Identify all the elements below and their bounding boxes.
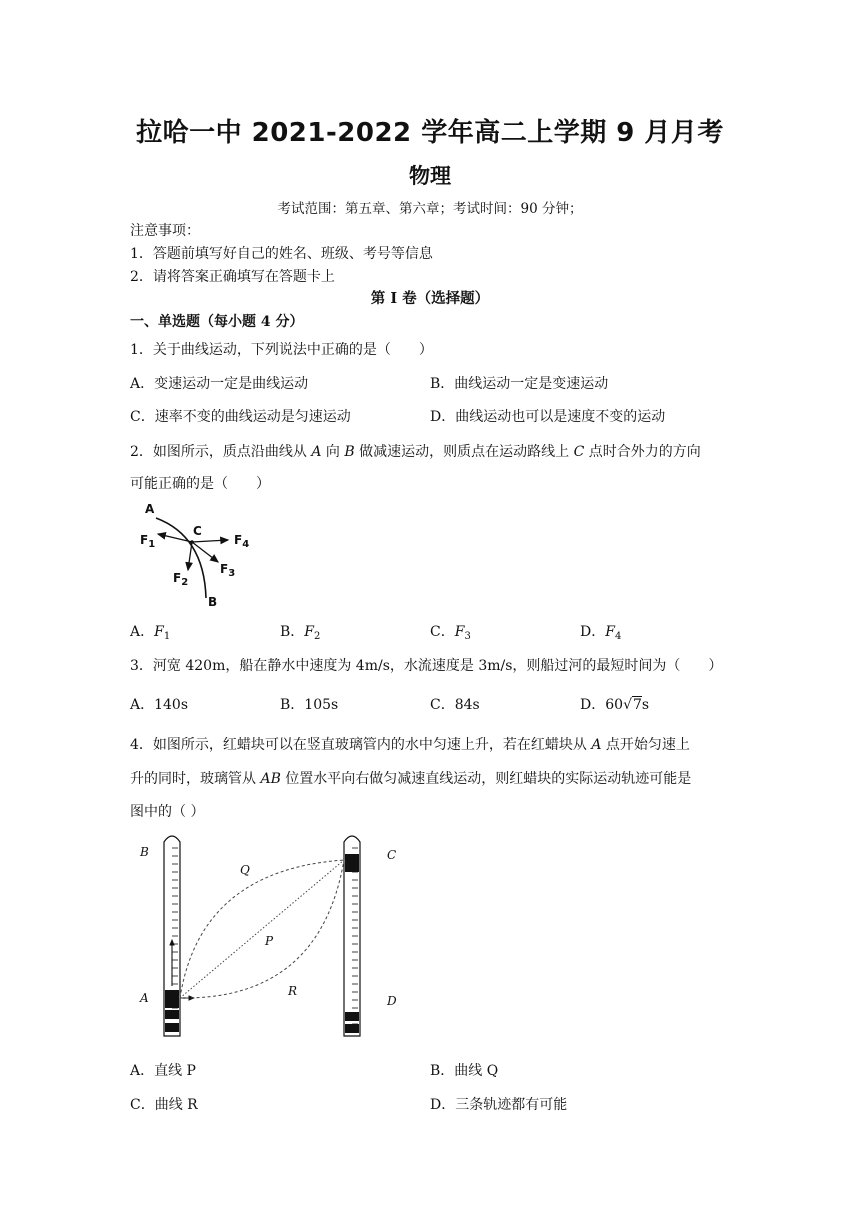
- notes-heading: 注意事项：: [130, 223, 200, 239]
- fig4-label-a: A: [140, 991, 149, 1005]
- fig4-label-c: C: [387, 848, 397, 862]
- f4-arrow: [192, 540, 228, 542]
- note-item-1: 1．答题前填写好自己的姓名、班级、考号等信息: [130, 246, 433, 262]
- fig2-label-a: A: [145, 502, 155, 516]
- q1-option-a: A．变速运动一定是曲线运动: [130, 376, 309, 392]
- left-tube: [164, 836, 194, 1036]
- exam-info: 考试范围：第五章、第六章；考试时间：90 分钟；: [277, 201, 583, 217]
- q4-stem-line3: 图中的（ ）: [130, 804, 205, 820]
- q1-option-b: B．曲线运动一定是变速运动: [430, 376, 609, 392]
- fig4-label-b: B: [140, 845, 149, 859]
- fig4-label-p: P: [265, 934, 274, 948]
- fig2-label-f2: $F_2$: [173, 571, 189, 588]
- q4-option-b: B．曲线 Q: [430, 1063, 499, 1079]
- q1-stem: 1．关于曲线运动，下列说法中正确的是（ ）: [130, 342, 433, 358]
- q4-option-a: A．直线 P: [130, 1063, 196, 1079]
- fig4-label-r: R: [288, 984, 298, 998]
- f1-arrow: [158, 534, 192, 542]
- q2-option-c: C．$F_3$: [430, 624, 471, 642]
- q2-stem: [130, 441, 701, 461]
- fig2-label-b: B: [208, 595, 218, 609]
- q4-option-c: C．曲线 R: [130, 1097, 198, 1113]
- f2-arrow: [188, 542, 192, 570]
- q4-tube-figure: [130, 830, 430, 1040]
- q3-option-c: C．84s: [430, 697, 480, 713]
- q4-option-d: D．三条轨迹都有可能: [430, 1097, 568, 1113]
- q2-option-a: A．$F_1$: [130, 624, 171, 642]
- fig2-label-f1: $F_1$: [140, 533, 156, 550]
- q1-option-d: D．曲线运动也可以是速度不变的运动: [430, 409, 666, 425]
- left-wax-block: [165, 990, 179, 1008]
- point-c-dot: [190, 540, 194, 544]
- q2-stem-var-b: B: [344, 444, 355, 460]
- q2-stem-part: 点时合外力的方向: [584, 444, 701, 460]
- fig4-label-q: Q: [240, 863, 250, 877]
- q2-stem-line2: 可能正确的是（ ）: [130, 476, 270, 492]
- right-wax-block: [345, 854, 359, 872]
- q2-stem-var-c: C: [573, 444, 585, 460]
- q3-option-a: A．140s: [130, 697, 189, 713]
- q3-option-b: B．105s: [280, 697, 339, 713]
- subject-title: 物理: [409, 164, 451, 188]
- note-item-2: 2．请将答案正确填写在答题卡上: [130, 269, 335, 285]
- page-title: 拉哈一中 2021-2022 学年高二上学期 9 月月考: [136, 118, 724, 148]
- q2-option-b: B．$F_2$: [280, 624, 321, 642]
- right-tube: [344, 836, 360, 1036]
- q2-stem-part: 向: [321, 444, 345, 460]
- q3-option-d: D．60√7s: [580, 697, 650, 713]
- section-title: 第 I 卷（选择题）: [370, 290, 490, 307]
- q2-stem-part: 2．如图所示，质点沿曲线从: [130, 444, 312, 460]
- fig2-label-f4: $F_4$: [234, 533, 250, 550]
- fig2-label-c: C: [193, 524, 202, 538]
- q3-stem: 3．河宽 420m，船在静水中速度为 4m/s，水流速度是 3m/s，则船过河的最短时间为（ ）: [130, 658, 723, 674]
- part-title: 一、单选题（每小题 4 分）: [130, 314, 304, 330]
- fig4-label-d: D: [387, 994, 397, 1008]
- q2-force-figure: [130, 500, 260, 612]
- q4-stem-line2: 升的同时，玻璃管从 AB 位置水平向右做匀减速直线运动，则红蜡块的实际运动轨迹可能是: [130, 771, 692, 787]
- q2-stem-var-a: A: [311, 444, 322, 460]
- q1-option-c: C．速率不变的曲线运动是匀速运动: [130, 409, 351, 425]
- q4-stem-line1: 4．如图所示，红蜡块可以在竖直玻璃管内的水中匀速上升，若在红蜡块从 A 点开始匀速上: [130, 737, 690, 753]
- q2-stem-part: 做减速运动，则质点在运动路线上: [354, 444, 574, 460]
- fig2-label-f3: $F_3$: [220, 562, 236, 579]
- q2-option-d: D．$F_4$: [580, 624, 622, 642]
